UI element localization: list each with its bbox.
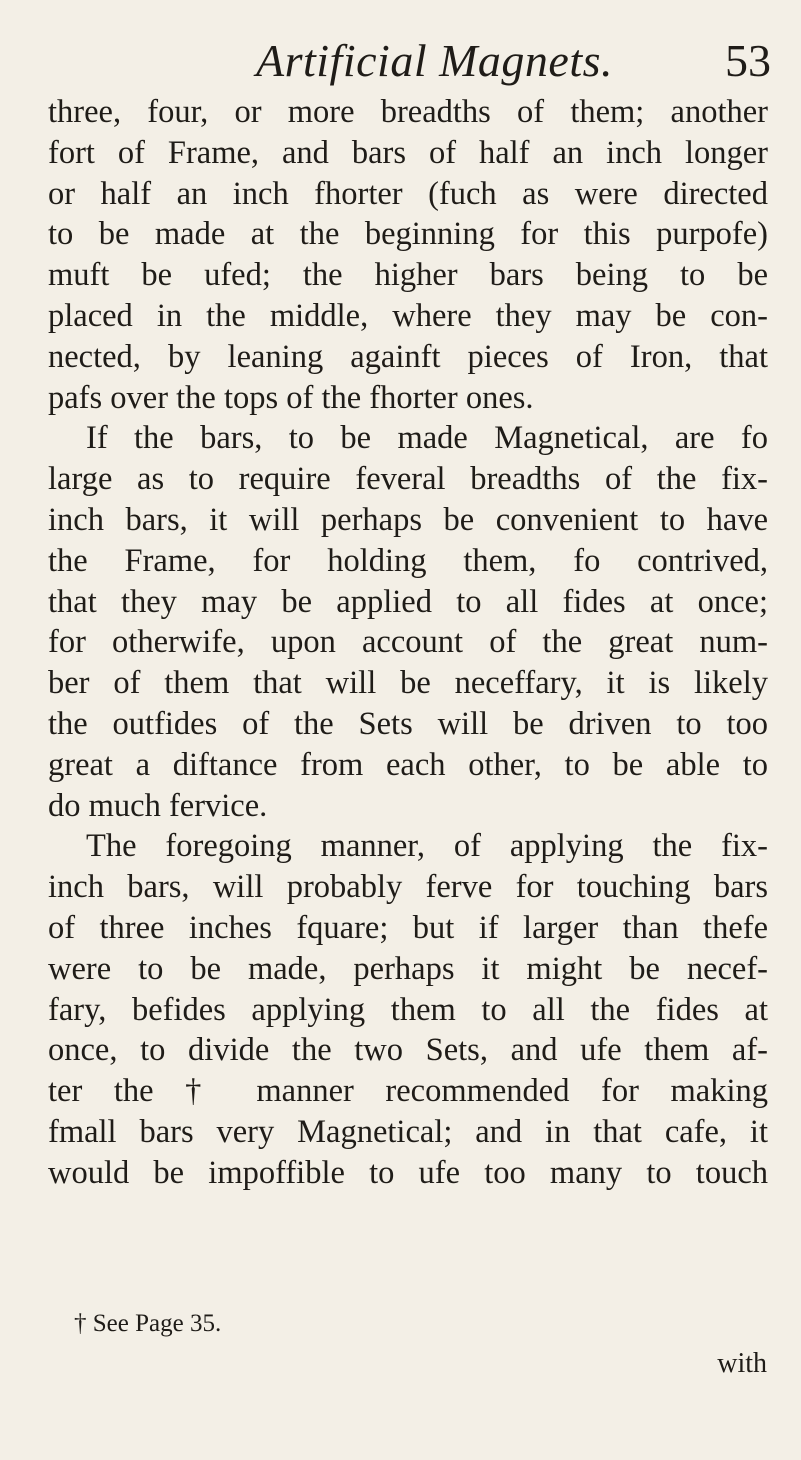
text-line: large as to require feveral breadths of the fix- [48,461,768,498]
page-number: 53 [725,35,771,86]
text-line: ber of them that will be neceffary, it is likely [48,665,768,702]
text-line: placed in the middle, where they may be con- [48,297,768,334]
text-line: inch bars, it will perhaps be convenient to have [48,501,768,538]
text-line: that they may be applied to all fides at once; [48,583,768,620]
text-line: fmall bars very Magnetical; and in that cafe, it [48,1113,768,1150]
text-line: ter the † manner recommended for making [48,1073,768,1110]
text-line: the outfides of the Sets will be driven to too [48,705,768,742]
text-line: the Frame, for holding them, fo contrived, [48,542,768,579]
text-line: fort of Frame, and bars of half an inch longer [48,134,768,171]
text-line: for otherwife, upon account of the great num- [48,624,768,661]
text-line: three, four, or more breadths of them; another [48,94,768,130]
text-line: do much fervice. [48,787,268,824]
text-line: to be made at the beginning for this purpofe) [48,216,768,253]
text-line: of three inches fquare; but if larger than thefe [48,909,768,946]
text-line: great a diftance from each other, to be able to [48,746,768,783]
running-title: Artificial Magnets. [256,35,614,86]
footnote: † See Page 35. [74,1310,222,1337]
text-line: If the bars, to be made Magnetical, are fo [86,420,768,457]
text-line: or half an inch fhorter (fuch as were directed [48,175,768,212]
text-line: nected, by leaning againft pieces of Iron, that [48,338,768,375]
catchword: with [717,1348,767,1379]
text-line: The foregoing manner, of applying the fix- [86,828,768,865]
body-text [48,92,768,1194]
text-line: muft be ufed; the higher bars being to be [48,257,768,294]
text-line: fary, befides applying them to all the fides at [48,991,768,1028]
text-line: were to be made, perhaps it might be necef- [48,950,768,987]
text-line: would be impoffible to ufe too many to touch [48,1154,768,1191]
text-line: pafs over the tops of the fhorter ones. [48,379,534,416]
text-line: inch bars, will probably ferve for touching bars [48,869,768,906]
text-line: once, to divide the two Sets, and ufe them af- [48,1032,768,1069]
